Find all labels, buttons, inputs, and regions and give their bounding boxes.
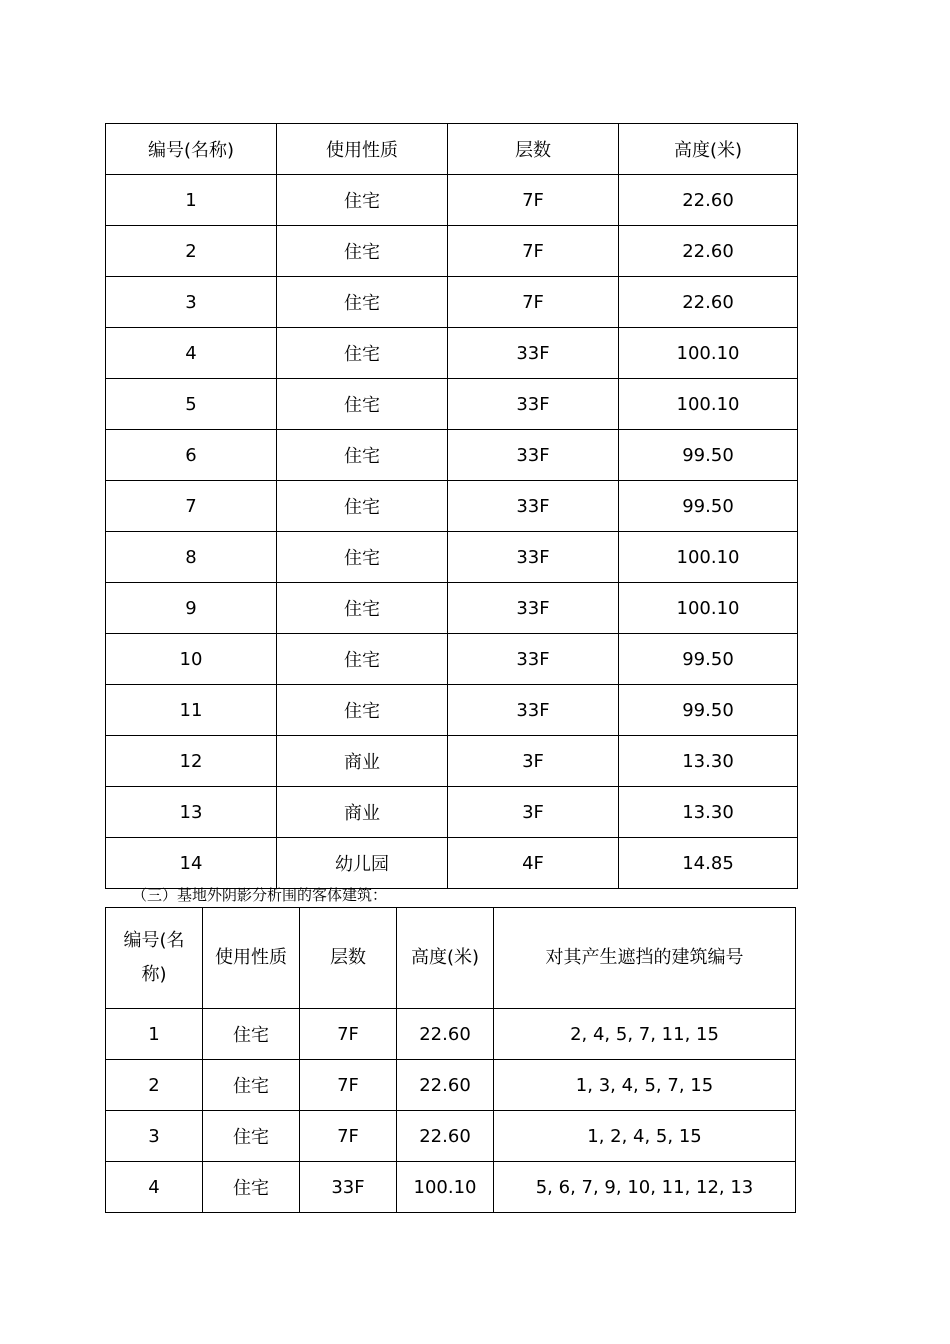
cell-floors: 7F bbox=[300, 1009, 397, 1060]
cell-id: 13 bbox=[106, 787, 277, 838]
cell-blocking-buildings: 2, 4, 5, 7, 11, 15 bbox=[494, 1009, 796, 1060]
cell-floors: 33F bbox=[448, 379, 619, 430]
cell-floors: 7F bbox=[448, 277, 619, 328]
cell-id: 4 bbox=[106, 328, 277, 379]
header-floors: 层数 bbox=[448, 124, 619, 175]
cell-floors: 4F bbox=[448, 838, 619, 889]
cell-height: 22.60 bbox=[397, 1111, 494, 1162]
table-row bbox=[106, 685, 798, 736]
header-usage: 使用性质 bbox=[277, 124, 448, 175]
cell-usage: 住宅 bbox=[277, 277, 448, 328]
building-table-body bbox=[106, 124, 798, 889]
section-caption: （三）基地外阴影分析围的客体建筑： bbox=[132, 886, 388, 904]
cell-floors: 3F bbox=[448, 736, 619, 787]
cell-usage: 住宅 bbox=[277, 685, 448, 736]
cell-id: 7 bbox=[106, 481, 277, 532]
cell-height: 99.50 bbox=[619, 685, 798, 736]
cell-height: 22.60 bbox=[619, 175, 798, 226]
table-row bbox=[106, 481, 798, 532]
cell-height: 99.50 bbox=[619, 634, 798, 685]
cell-floors: 7F bbox=[300, 1060, 397, 1111]
cell-usage: 住宅 bbox=[277, 430, 448, 481]
cell-usage: 商业 bbox=[277, 787, 448, 838]
cell-usage: 住宅 bbox=[277, 532, 448, 583]
cell-floors: 33F bbox=[300, 1162, 397, 1213]
cell-height: 100.10 bbox=[619, 379, 798, 430]
table-header-row bbox=[106, 124, 798, 175]
shadow-object-table bbox=[105, 907, 796, 1213]
building-table bbox=[105, 123, 798, 889]
cell-usage: 住宅 bbox=[277, 634, 448, 685]
cell-usage: 住宅 bbox=[277, 481, 448, 532]
table-row bbox=[106, 532, 798, 583]
shadow-object-table-body bbox=[106, 908, 796, 1213]
table-row bbox=[106, 1111, 796, 1162]
cell-blocking-buildings: 1, 3, 4, 5, 7, 15 bbox=[494, 1060, 796, 1111]
table-row bbox=[106, 1162, 796, 1213]
table-row bbox=[106, 430, 798, 481]
cell-height: 100.10 bbox=[619, 583, 798, 634]
table-row bbox=[106, 226, 798, 277]
cell-id: 4 bbox=[106, 1162, 203, 1213]
cell-id: 3 bbox=[106, 277, 277, 328]
cell-usage: 住宅 bbox=[203, 1162, 300, 1213]
cell-id: 6 bbox=[106, 430, 277, 481]
table-row bbox=[106, 787, 798, 838]
cell-floors: 33F bbox=[448, 328, 619, 379]
cell-usage: 住宅 bbox=[203, 1060, 300, 1111]
table-row bbox=[106, 175, 798, 226]
cell-floors: 7F bbox=[300, 1111, 397, 1162]
header-height: 高度(米) bbox=[619, 124, 798, 175]
header-id: 编号(名称) bbox=[106, 124, 277, 175]
cell-height: 100.10 bbox=[619, 532, 798, 583]
cell-usage: 商业 bbox=[277, 736, 448, 787]
cell-floors: 33F bbox=[448, 532, 619, 583]
cell-id: 1 bbox=[106, 175, 277, 226]
cell-id: 12 bbox=[106, 736, 277, 787]
cell-usage: 住宅 bbox=[277, 175, 448, 226]
header-height: 高度(米) bbox=[397, 908, 494, 1009]
cell-usage: 住宅 bbox=[277, 379, 448, 430]
cell-id: 11 bbox=[106, 685, 277, 736]
cell-height: 100.10 bbox=[619, 328, 798, 379]
cell-id: 1 bbox=[106, 1009, 203, 1060]
cell-height: 22.60 bbox=[619, 226, 798, 277]
cell-floors: 33F bbox=[448, 583, 619, 634]
cell-usage: 住宅 bbox=[203, 1111, 300, 1162]
cell-floors: 33F bbox=[448, 685, 619, 736]
table-row bbox=[106, 328, 798, 379]
cell-height: 22.60 bbox=[619, 277, 798, 328]
cell-usage: 住宅 bbox=[277, 226, 448, 277]
table-row bbox=[106, 736, 798, 787]
cell-height: 22.60 bbox=[397, 1009, 494, 1060]
header-id-label: 编号(名称) bbox=[123, 930, 185, 985]
table-row bbox=[106, 583, 798, 634]
table-row bbox=[106, 1060, 796, 1111]
cell-id: 9 bbox=[106, 583, 277, 634]
header-id bbox=[106, 908, 203, 1009]
cell-id: 10 bbox=[106, 634, 277, 685]
cell-floors: 7F bbox=[448, 226, 619, 277]
cell-floors: 3F bbox=[448, 787, 619, 838]
cell-floors: 33F bbox=[448, 634, 619, 685]
header-floors: 层数 bbox=[300, 908, 397, 1009]
table-row bbox=[106, 838, 798, 889]
cell-height: 22.60 bbox=[397, 1060, 494, 1111]
cell-floors: 33F bbox=[448, 481, 619, 532]
table-row bbox=[106, 634, 798, 685]
table-row bbox=[106, 379, 798, 430]
cell-id: 8 bbox=[106, 532, 277, 583]
cell-usage: 住宅 bbox=[277, 328, 448, 379]
cell-height: 99.50 bbox=[619, 430, 798, 481]
cell-blocking-buildings: 1, 2, 4, 5, 15 bbox=[494, 1111, 796, 1162]
cell-height: 14.85 bbox=[619, 838, 798, 889]
cell-height: 100.10 bbox=[397, 1162, 494, 1213]
cell-height: 13.30 bbox=[619, 736, 798, 787]
cell-blocking-buildings: 5, 6, 7, 9, 10, 11, 12, 13 bbox=[494, 1162, 796, 1213]
cell-height: 99.50 bbox=[619, 481, 798, 532]
cell-floors: 7F bbox=[448, 175, 619, 226]
cell-id: 14 bbox=[106, 838, 277, 889]
cell-id: 2 bbox=[106, 226, 277, 277]
table-row bbox=[106, 1009, 796, 1060]
table-header-row bbox=[106, 908, 796, 1009]
cell-id: 2 bbox=[106, 1060, 203, 1111]
cell-id: 3 bbox=[106, 1111, 203, 1162]
header-blocking-buildings: 对其产生遮挡的建筑编号 bbox=[494, 908, 796, 1009]
cell-usage: 住宅 bbox=[277, 583, 448, 634]
cell-floors: 33F bbox=[448, 430, 619, 481]
cell-usage: 幼儿园 bbox=[277, 838, 448, 889]
cell-id: 5 bbox=[106, 379, 277, 430]
cell-usage: 住宅 bbox=[203, 1009, 300, 1060]
table-row bbox=[106, 277, 798, 328]
cell-height: 13.30 bbox=[619, 787, 798, 838]
header-usage: 使用性质 bbox=[203, 908, 300, 1009]
